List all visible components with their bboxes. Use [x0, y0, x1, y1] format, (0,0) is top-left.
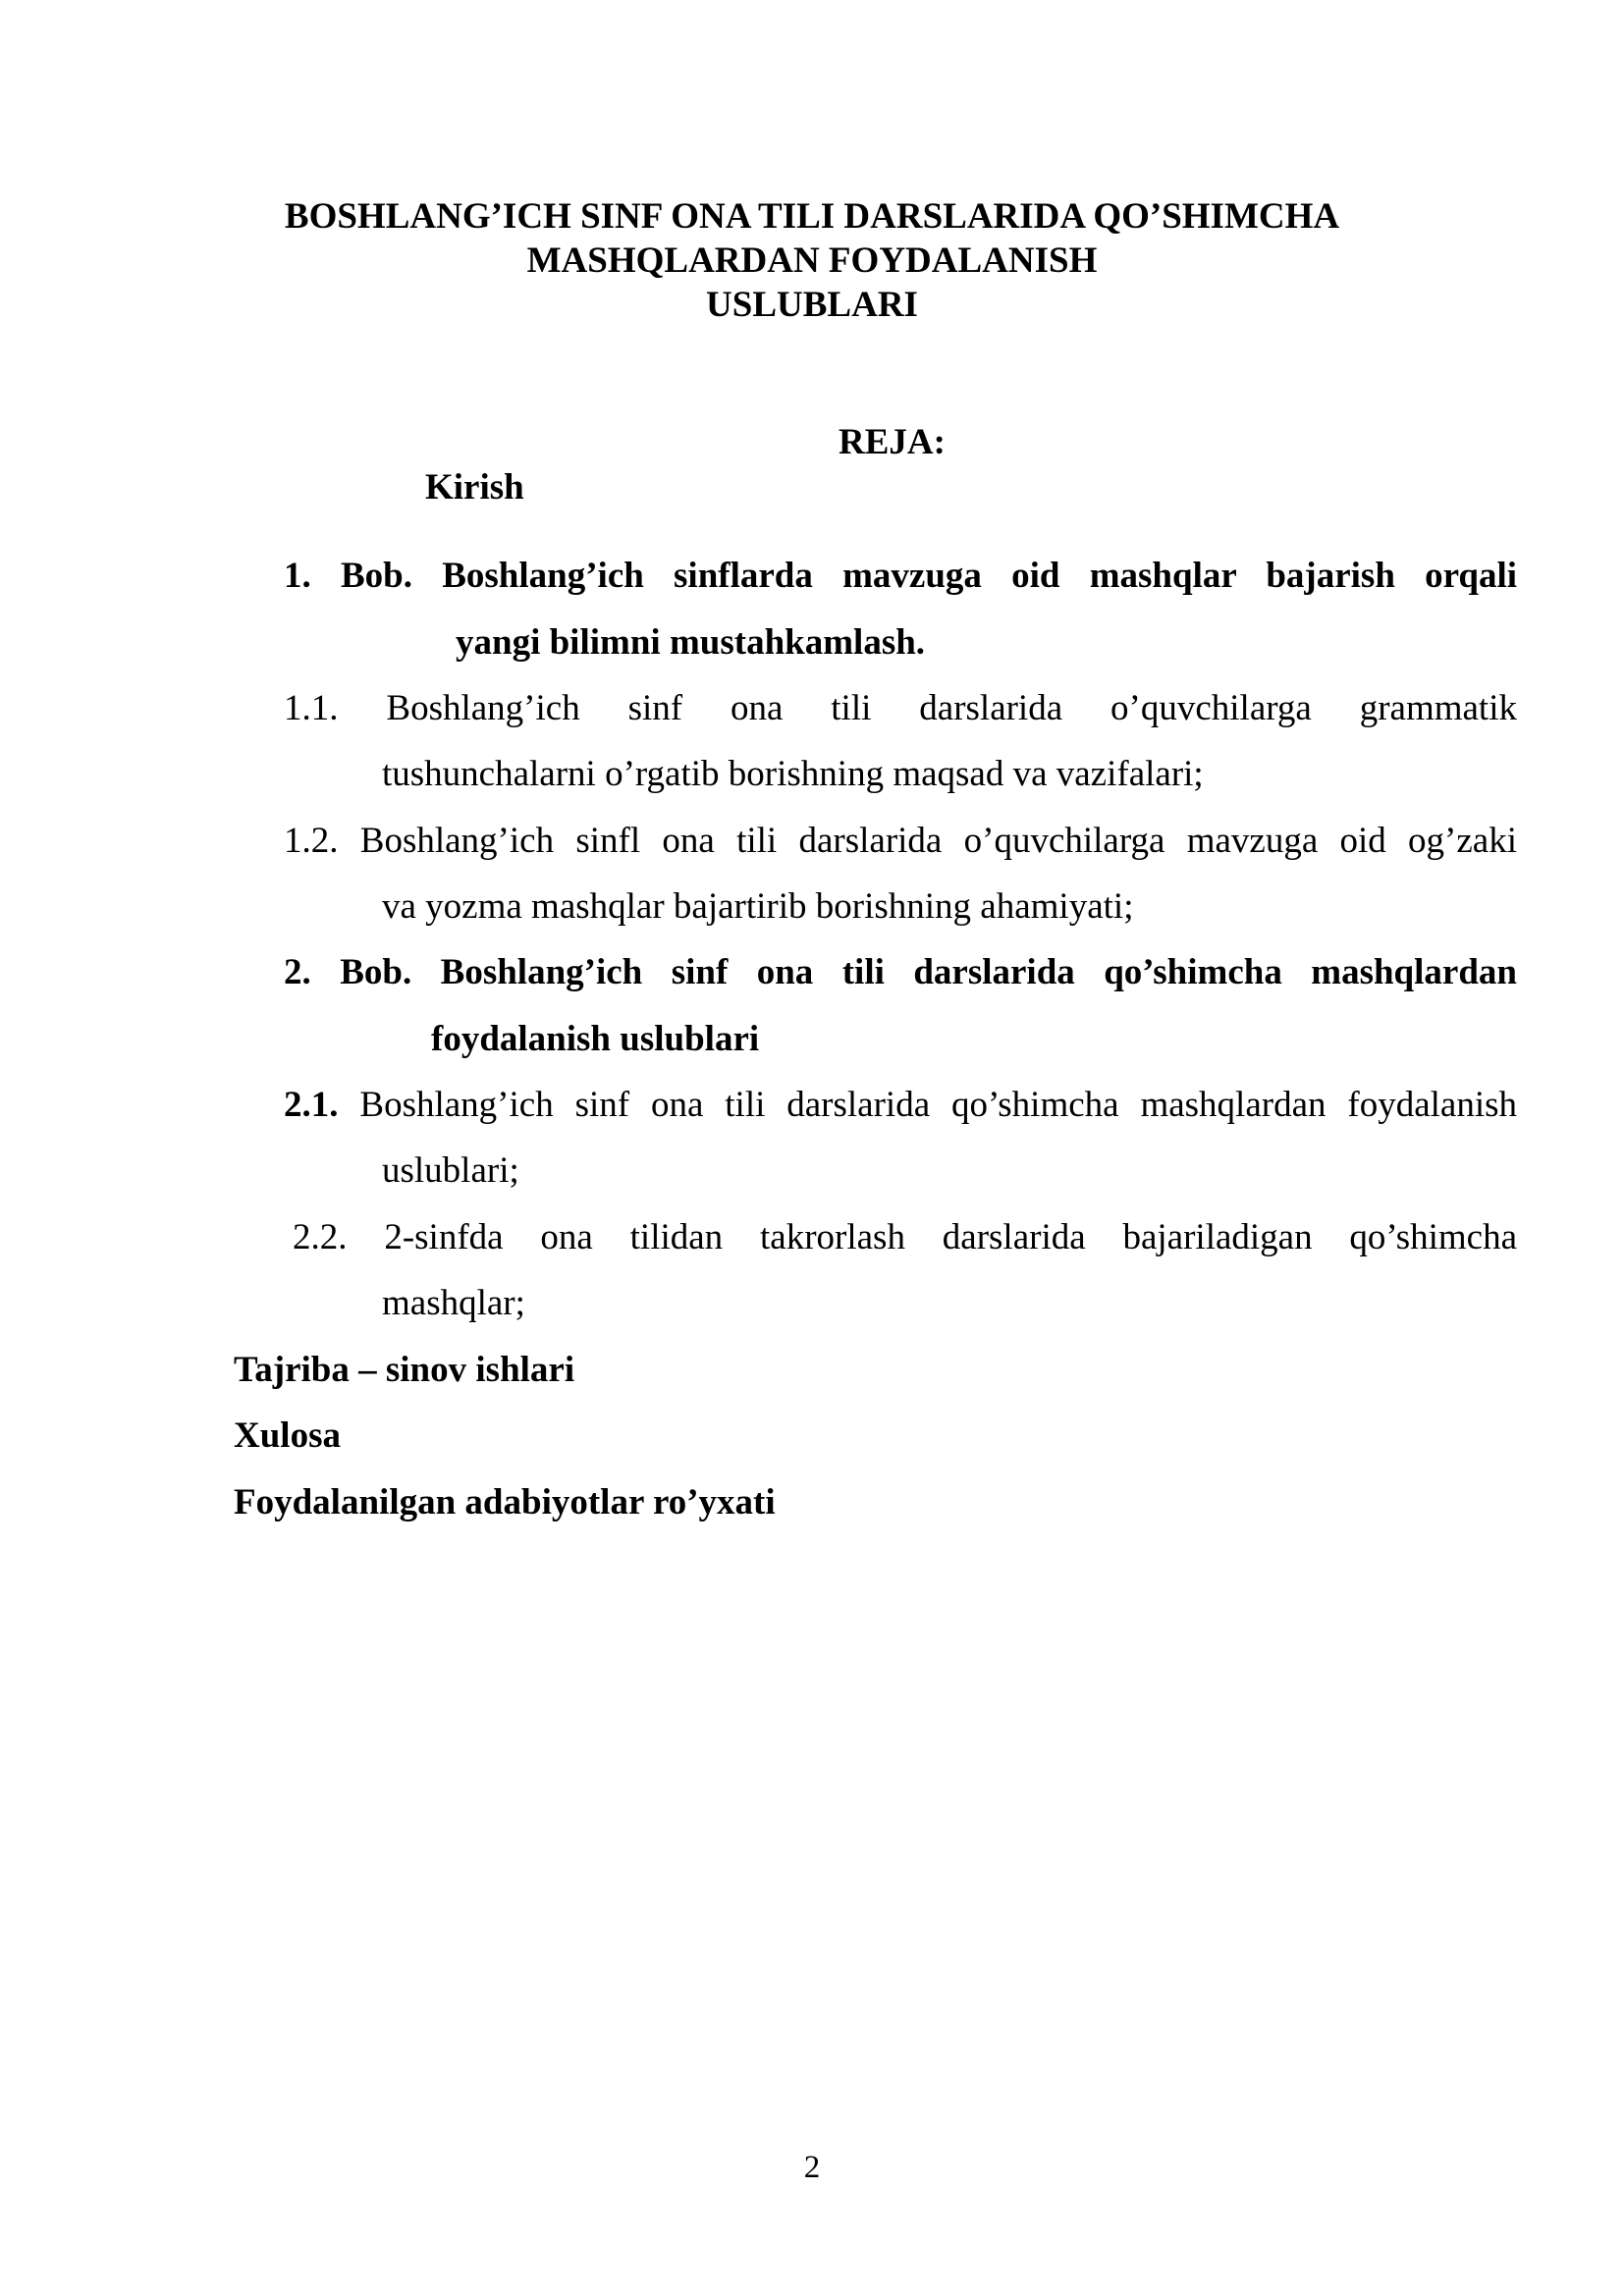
plan-item-1-1-text: Boshlang’ich sinf ona tili darslarida o’quvchilarga grammatik — [386, 688, 1517, 728]
plan-item-1-line-1 — [284, 554, 1517, 598]
plan-item-2-2-number: 2.2. — [293, 1217, 348, 1257]
plan-item-2-line-1 — [284, 950, 1517, 994]
plan-item-1-2-line-1 — [284, 819, 1517, 863]
page-number: 2 — [803, 2150, 821, 2185]
plan-item-2-1-line-2: uslublari; — [382, 1150, 519, 1191]
document-title — [0, 194, 1624, 327]
title-line-1: BOSHLANG’ICH SINF ONA TILI DARSLARIDA QO’SHIMCHA — [284, 196, 1340, 237]
plan-item-1-number: 1. — [284, 556, 311, 596]
plan-item-2-1-text: Boshlang’ich sinf ona tili darslarida qo’shimcha mashqlardan foydalanish — [359, 1085, 1518, 1125]
conclusion-heading: Xulosa — [234, 1415, 341, 1456]
plan-item-2-1-line-1 — [284, 1083, 1517, 1127]
plan-heading: REJA: — [839, 422, 946, 462]
plan-item-2-2-line-1 — [293, 1215, 1517, 1259]
references-heading: Foydalanilgan adabiyotlar ro’yxati — [234, 1482, 776, 1522]
plan-item-1-2-number: 1.2. — [284, 821, 339, 861]
plan-item-1-label: Bob. — [340, 556, 412, 596]
plan-item-2-label: Bob. — [340, 952, 412, 992]
intro-heading: Kirish — [425, 467, 524, 507]
plan-item-1-1-number: 1.1. — [284, 688, 339, 728]
plan-item-2-line-2: foydalanish uslublari — [431, 1019, 760, 1059]
title-line-2: MASHQLARDAN FOYDALANISH — [526, 240, 1098, 281]
plan-item-2-1-number: 2.1. — [284, 1085, 339, 1125]
plan-item-1-1-line-1 — [284, 686, 1517, 730]
plan-item-1-line-2: yangi bilimni mustahkamlash. — [456, 622, 926, 663]
plan-item-1-2-line-2: va yozma mashqlar bajartirib borishning ahamiyati; — [382, 886, 1134, 927]
plan-item-2-text: Boshlang’ich sinf ona tili darslarida qo’shimcha mashqlardan — [440, 952, 1517, 992]
plan-item-1-1-line-2: tushunchalarni o’rgatib borishning maqsad va vazifalari; — [382, 754, 1204, 794]
plan-item-1-2-text: Boshlang’ich sinfl ona tili darslarida o’quvchilarga mavzuga oid og’zaki — [359, 821, 1517, 861]
experiment-heading: Tajriba – sinov ishlari — [234, 1350, 575, 1390]
title-line-3: USLUBLARI — [706, 285, 918, 325]
plan-item-2-2-line-2: mashqlar; — [382, 1283, 525, 1323]
plan-item-2-2-text: 2-sinfda ona tilidan takrorlash darslarida bajariladigan qo’shimcha — [384, 1217, 1518, 1257]
plan-item-2-number: 2. — [284, 952, 311, 992]
plan-item-1-text: Boshlang’ich sinflarda mavzuga oid mashqlar bajarish orqali — [442, 556, 1518, 596]
